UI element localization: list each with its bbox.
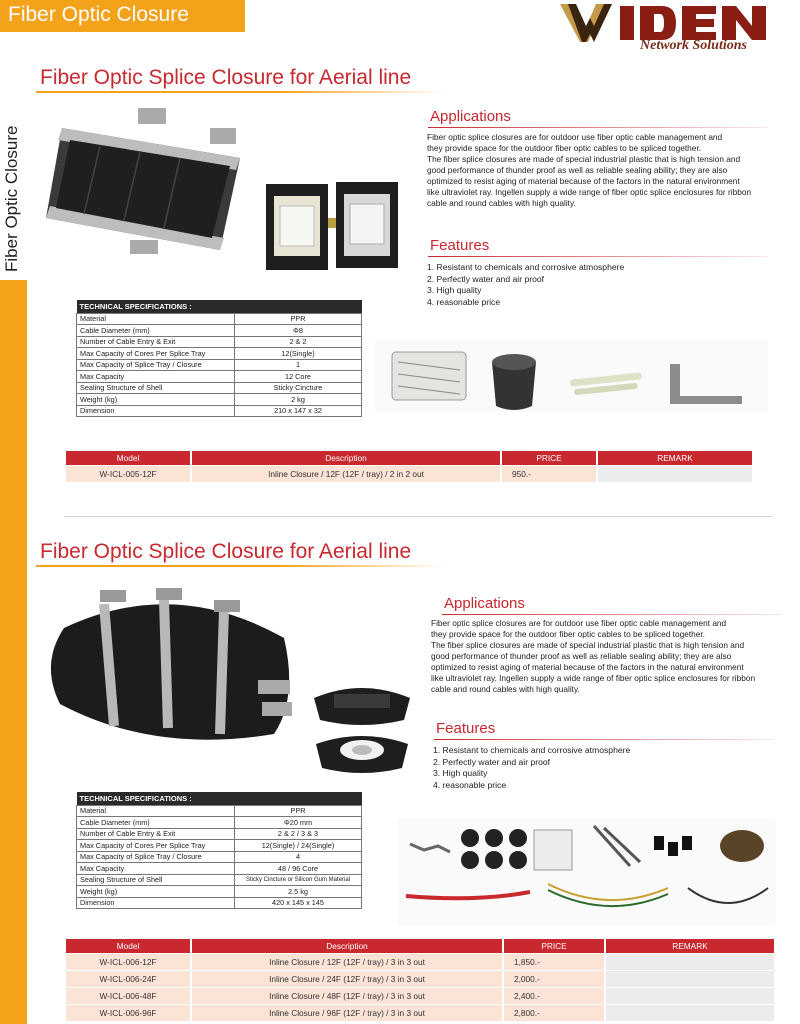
col-description: Description	[192, 451, 500, 465]
table-row: Max Capacity of Cores Per Splice Tray 12(Single)	[77, 348, 362, 360]
section1-accessories-image	[374, 340, 768, 412]
table-row: W-ICL-006-48F Inline Closure / 48F (12F / tray) / 3 in 3 out 2,400.-	[66, 988, 774, 1004]
table-row: Material PPR	[77, 805, 362, 817]
table-row: Cable Diameter (mm) Φ8	[77, 325, 362, 337]
sidebar-label: Fiber Optic Closure	[2, 125, 21, 272]
col-remark: REMARK	[598, 451, 752, 465]
table-row: Dimension 210 x 147 x 32	[77, 405, 362, 417]
closure-flat-image	[40, 100, 250, 260]
table-row: Weight (kg) 2.5 kg	[77, 886, 362, 898]
table-row: Max Capacity of Splice Tray / Closure 4	[77, 851, 362, 863]
section2-title-text: Fiber Optic Splice Closure for Aerial line	[40, 540, 412, 563]
section2-spec-table	[76, 792, 362, 909]
section1-price-table	[64, 450, 754, 483]
col-price: PRICE	[504, 939, 604, 953]
section2-title	[40, 540, 411, 564]
section-divider	[64, 516, 772, 517]
table-row: Number of Cable Entry & Exit 2 & 2 / 3 & 3	[77, 828, 362, 840]
list-item: 3. High quality	[427, 285, 482, 295]
section2-applications-text: Fiber optic splice closures are for outdoor use fiber optic cable management and they provide space for the outdoor fiber optic cables to be spliced together. The fiber splice closures are made of special industrial plastic that is high tension and good performance of thunder proof as well as reliable sealing ability; they are also optimized to resist aging of material because of the factors in the natural environment like ultraviolet ray. Ingellen supply a wide range of fiber optic splice enclosures for ribbon cable and round cables with high quality.	[431, 618, 756, 694]
table-row: Weight (kg) 2 kg	[77, 394, 362, 406]
list-item: 2. Perfectly water and air proof	[433, 756, 551, 767]
list-item: 4. reasonable price	[433, 779, 507, 790]
section2-features-list	[433, 745, 630, 791]
closure-dome-open-image	[304, 680, 414, 780]
table-row: W-ICL-005-12F Inline Closure / 12F (12F / tray) / 2 in 2 out 950.-	[66, 466, 752, 482]
section1-spec-table	[76, 300, 362, 417]
col-remark: REMARK	[606, 939, 774, 953]
table-row: Sealing Structure of Shell Sticky Cincture	[77, 382, 362, 394]
col-model: Model	[66, 939, 190, 953]
spec-header: TECHNICAL SPECIFICATIONS :	[77, 300, 362, 313]
table-row: Dimension 420 x 145 x 145	[77, 897, 362, 909]
header-bar	[0, 0, 245, 32]
section1-features-list	[427, 262, 624, 308]
list-item: 4. reasonable price	[427, 296, 501, 307]
col-price: PRICE	[502, 451, 596, 465]
list-item: 1. Resistant to chemicals and corrosive atmosphere	[427, 262, 625, 272]
section1-title-text: Fiber Optic Splice Closure for Aerial line	[40, 66, 412, 89]
widen-logo	[560, 2, 796, 54]
section2-applications-heading: Applications	[444, 595, 525, 612]
closure-dome-image	[44, 584, 296, 744]
spec-header: TECHNICAL SPECIFICATIONS :	[77, 792, 362, 805]
table-row: W-ICL-006-12F Inline Closure / 12F (12F / tray) / 3 in 3 out 1,850.-	[66, 954, 774, 970]
table-row: W-ICL-006-24F Inline Closure / 24F (12F / tray) / 3 in 3 out 2,000.-	[66, 971, 774, 987]
logo-tagline: Network Solutions	[640, 38, 747, 53]
section2-accessories-panel	[398, 818, 776, 926]
widen-logo-mark	[560, 2, 796, 42]
section2-accessories-image	[398, 818, 776, 926]
section1-applications-text: Fiber optic splice closures are for outdoor use fiber optic cable management and they provide space for the outdoor fiber optic cables to be spliced together. The fiber splice closures are made of special industrial plastic that is high tension and good performance of thunder proof as well as reliable sealing ability; they are also optimized to resist aging of material because of the factors in the natural environment like ultraviolet ray. Ingellen supply a wide range of fiber optic splice enclosures for ribbon cable and round cables with high quality.	[427, 132, 752, 208]
table-row: Max Capacity 48 / 96 Core	[77, 863, 362, 875]
section1-features-heading: Features	[430, 237, 489, 254]
section1-accessories-panel	[374, 340, 768, 412]
table-row: Cable Diameter (mm) Φ20 mm	[77, 817, 362, 829]
list-item: 1. Resistant to chemicals and corrosive atmosphere	[433, 745, 631, 755]
list-item: 3. High quality	[433, 768, 488, 778]
col-model: Model	[66, 451, 190, 465]
closure-open-image	[262, 178, 402, 274]
table-row: Material PPR	[77, 313, 362, 325]
table-row: Max Capacity 12 Core	[77, 371, 362, 383]
section2-price-table	[64, 938, 776, 1022]
list-item: 2. Perfectly water and air proof	[427, 273, 545, 284]
table-row: Max Capacity of Cores Per Splice Tray 12(Single) / 24(Single)	[77, 840, 362, 852]
table-row: Number of Cable Entry & Exit 2 & 2	[77, 336, 362, 348]
section1-applications-heading: Applications	[430, 108, 511, 125]
col-description: Description	[192, 939, 502, 953]
section1-title	[40, 66, 411, 90]
table-row: Max Capacity of Splice Tray / Closure 1	[77, 359, 362, 371]
section2-features-heading: Features	[436, 720, 495, 737]
header-title: Fiber Optic Closure	[8, 3, 189, 26]
table-row: W-ICL-006-96F Inline Closure / 96F (12F / tray) / 3 in 3 out 2,800.-	[66, 1005, 774, 1021]
table-row: Sealing Structure of Shell Sticky Cincture or Silicon Gum Material	[77, 874, 362, 886]
